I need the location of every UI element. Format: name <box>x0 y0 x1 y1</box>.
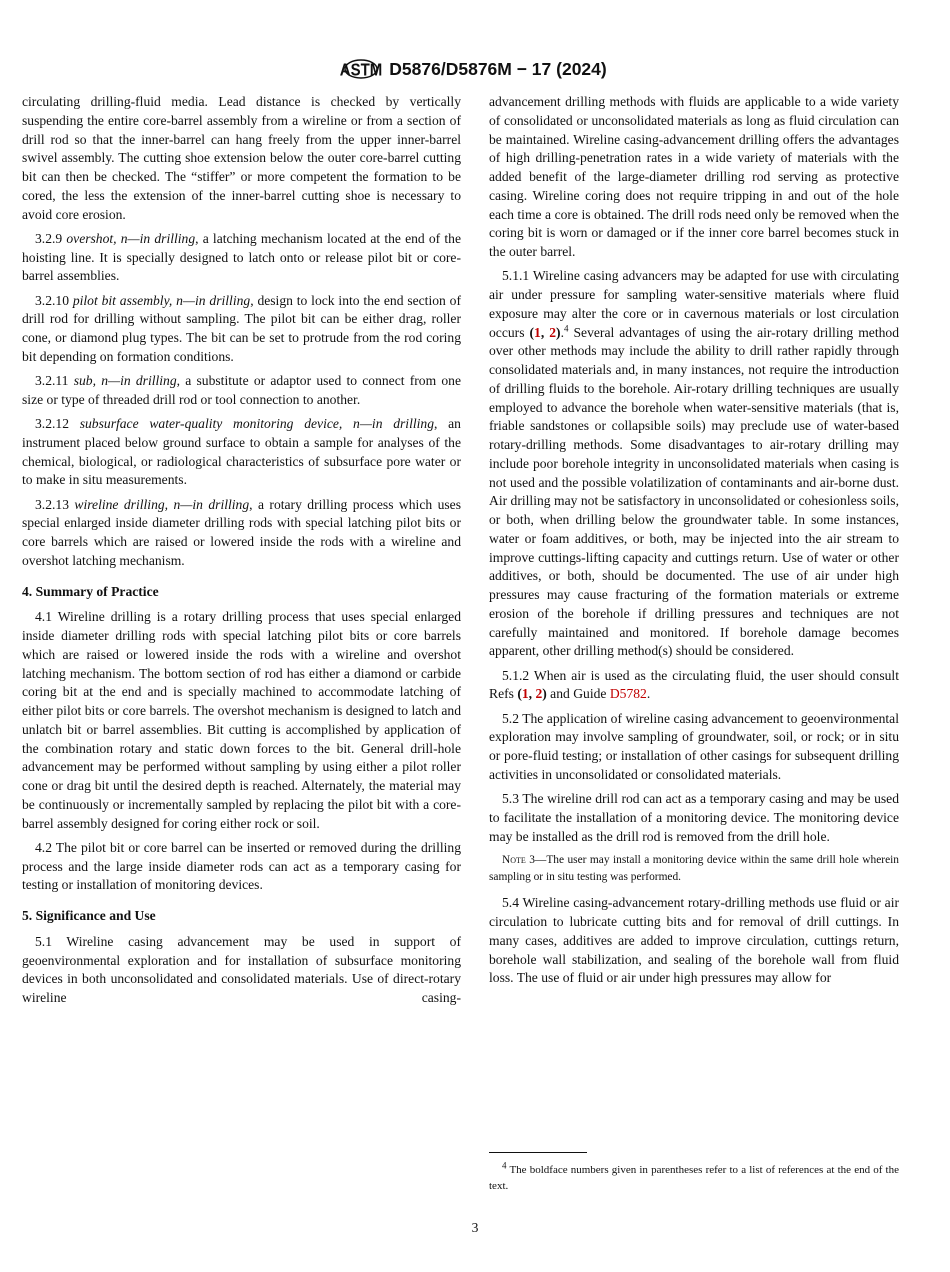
footnote <box>489 1162 899 1194</box>
text-span: 5.1.2 When air is used as the circulating fluid, the user should consult Refs <box>489 667 899 702</box>
page-header <box>0 54 950 84</box>
text-span: ) <box>542 686 547 702</box>
right-column <box>489 93 899 994</box>
text-span: 3—The user may install a monitoring device within the same drill hole wherein sampling or in situ testing was performed. <box>489 854 899 883</box>
text-span: 4. Summary of Practice <box>22 583 159 599</box>
text-span: , <box>540 324 550 340</box>
section-heading <box>22 907 461 926</box>
paragraph <box>489 267 899 661</box>
text-span: Several advantages of using the air-rotary drilling method over other methods may include the ability to drill rather rapidly through consolidated materials and, in many instances, not require the introduction of drilling fluids to the borehole. Air-rotary drilling techniques are usually employed to advance the borehole when water-sensitive materials (that is, friable sandstones or collapsible soils) may preclude use of water-based rotary-drilling methods. Some disadvantages to air-rotary drilling may include poor borehole integrity in unconsolidated materials when casing is not used and the possible volatilization of contaminants and air-borne dust. Air drilling may not be satisfactory in unconsolidated or cohesionless soils, or both, when drilling below the groundwater table. In some instances, water or foam additives, or both, may be injected into the air stream to improve cuttings-lifting capacity and cuttings return. Use of water or other additives, or both, should be documented. The use of air under high pressures may cause fracturing of the formation materials or extreme erosion of the borehole if drilling pressures and techniques are not carefully maintained and monitored. If borehole damage becomes apparent, other drilling method(s) should be considered. <box>489 324 899 659</box>
paragraph <box>22 933 461 1008</box>
left-column <box>22 93 461 1008</box>
text-span: ) <box>556 324 561 340</box>
paragraph <box>22 372 461 410</box>
text-span: , a rotary drilling process which uses special enlarged inside diameter drilling rods with special latching pilot bits or core barrels which are raised or lowered inside the rods with a wireline and overshot latching mechanism. <box>22 496 461 568</box>
page-number: 3 <box>471 1220 479 1235</box>
text-span: , an instrument placed below ground surface to obtain a sample for analyses of the chemical, biological, or radiological characteristics of subsurface pore water or to make in situ measurements. <box>22 416 461 488</box>
footnote-ref[interactable]: 4 <box>563 322 569 333</box>
reference-link[interactable]: 2 <box>535 686 543 702</box>
section-heading <box>22 583 461 602</box>
text-span: 3.2.13 <box>35 496 75 512</box>
text-span: 4.2 The pilot bit or core barrel can be inserted or removed during the drilling process and the large inside diameter rods can act as a temporary casing for testing or installation of monitoring devices. <box>22 839 461 893</box>
text-span: , design to lock into the end section of drill rod for drilling without sampling. The pilot bit can be either drag, roller cone, or diamond plug types. The bit can be set to protrude from the rod coring bit depending on formation conditions. <box>22 292 461 364</box>
text-span: 3.2.12 <box>35 416 80 431</box>
defined-term: sub, n—in drilling <box>73 373 177 388</box>
text-span: 5.1 Wireline casing advancement may be used in support of geoenvironmental exploration and for installation of subsurface monitoring devices in both unconsolidated and consolidated materials. Use of direct-rotary wireline casing- <box>22 933 461 1005</box>
paragraph <box>22 292 461 367</box>
text-span: ( <box>529 324 535 340</box>
text-span: 3.2.9 <box>35 230 67 246</box>
text-span: 5.1.1 Wireline casing advancers may be adapted for use with circulating air under pressure for sampling water-sensitive materials where fluid exposure may alter the core or in cavernous materials or lost circulation occurs <box>489 268 899 340</box>
footnote-divider <box>489 1152 587 1153</box>
paragraph <box>489 710 899 785</box>
text-span: 4.1 Wireline drilling is a rotary drilling process that uses special enlarged inside diameter drilling rods with special latching pilot bits or core barrels which are raised or lowered inside the rods with a wireline and overshot latching mechanism. The bottom section of rod has either a diamond or carbide coring bit at the end and is specially machined to accommodate latching of either pilot bits or core barrels. The overshot mechanism is designed to latch and unlatch bit or barrel assemblies. Bit cutting is accomplished by application of the combination rotary and static down forces to the bit. General drill-hole advancement may be performed without sampling by using either a pilot roller cone or drag bit until the desired depth is reached. Alternately, the material may be continuously or incrementally sampled by replacing the pilot bit with a core-barrel assembly designed for coring either rock or soil. <box>22 609 461 831</box>
defined-term: subsurface water-quality monitoring device, n—in drilling <box>79 416 435 431</box>
note-label: Note <box>502 854 526 867</box>
text-span: 5.2 The application of wireline casing advancement to geoenvironmental exploration may involve sampling of groundwater, soil, or rock; or in situ or pore-fluid testing; or installation of other casings for subsequent drilling activities in unconsolidated or consolidated materials. <box>489 710 899 782</box>
text-span: 5.3 The wireline drill rod can act as a temporary casing and may be used to facilitate the installation of a monitoring device. The monitoring device may be installed as the drill rod is removed from the drill hole. <box>489 791 899 844</box>
text-span: 5.4 Wireline casing-advancement rotary-drilling methods use fluid or air circulation to lubricate cutting bits and for removal of drill cuttings. In many cases, additives are added to improve circulation, cuttings return, borehole wall stabilization, and sealing of the borehole wall from fluid loss. The use of fluid or air under high pressures may allow for <box>489 895 899 986</box>
text-span: and Guide <box>546 686 610 702</box>
defined-term: pilot bit assembly, n—in drilling <box>72 292 251 308</box>
paragraph <box>22 93 461 224</box>
text-span: advancement drilling methods with fluids are applicable to a wide variety of consolidated or unconsolidated materials as long as fluid circulation can be maintained. Wireline casing-advancement drilling offers the advantages of high drilling-penetration rates in a wide variety of materials with the added benefit of the large-diameter drilling rod serving as protective casing. Wireline coring does not require tripping in and out of the hole each time a core is obtained. The drill rods need only be removed when the coring bit is worn or damaged or if the inner core barrel becomes stuck in the outer barrel. <box>489 94 899 259</box>
footnote-marker: 4 <box>502 1160 507 1171</box>
document-designation: D5876/D5876M − 17 (2024) <box>389 58 607 79</box>
paragraph <box>489 93 899 262</box>
paragraph <box>22 608 461 833</box>
paragraph <box>489 894 899 988</box>
paragraph <box>22 496 461 571</box>
reference-link[interactable]: 1 <box>521 686 529 702</box>
text-span: . <box>646 686 651 702</box>
footnote-text: The boldface numbers given in parentheses refer to a list of references at the end of the text. <box>489 1164 899 1192</box>
reference-link[interactable]: 1 <box>534 324 541 340</box>
reference-link[interactable]: 2 <box>549 324 557 340</box>
defined-term: wireline drilling, n—in drilling <box>74 496 250 512</box>
text-span: 5. Significance and Use <box>22 908 156 923</box>
text-span: . <box>560 324 564 340</box>
text-span: 3.2.11 <box>35 373 74 388</box>
text-span: ( <box>517 686 522 702</box>
defined-term: overshot, n—in drilling <box>66 230 196 246</box>
paragraph <box>22 415 461 490</box>
paragraph <box>489 790 899 846</box>
paragraph <box>489 667 899 705</box>
paragraph <box>22 230 461 286</box>
text-span: 3.2.10 <box>35 292 73 308</box>
svg-text:ASTM: ASTM <box>340 59 383 80</box>
astm-logo-icon <box>340 54 383 84</box>
note-paragraph <box>489 852 899 885</box>
paragraph <box>22 839 461 895</box>
text-span: , a latching mechanism located at the end of the hoisting line. It is specially designed to latch onto or release pilot bit or core-barrel assemblies. <box>22 230 461 284</box>
text-span: , <box>528 686 536 702</box>
text-span: , a substitute or adaptor used to connect from one size or type of threaded drill rod or tool connection to another. <box>22 373 461 407</box>
text-span: circulating drilling-fluid media. Lead distance is checked by vertically suspending the entire core-barrel assembly from a wireline or from a section of drill rod so that the inner-barrel can hang freely from the upper inner-barrel swivel assembly. The cutting shoe extension below the outer core-barrel cutting bit can then be checked. The “stiffer” or more competent the formation to be cored, the less the extension of the inner-barrel cutting shoe is necessary to avoid core erosion. <box>22 94 461 222</box>
standard-link[interactable]: D5782 <box>609 686 647 702</box>
